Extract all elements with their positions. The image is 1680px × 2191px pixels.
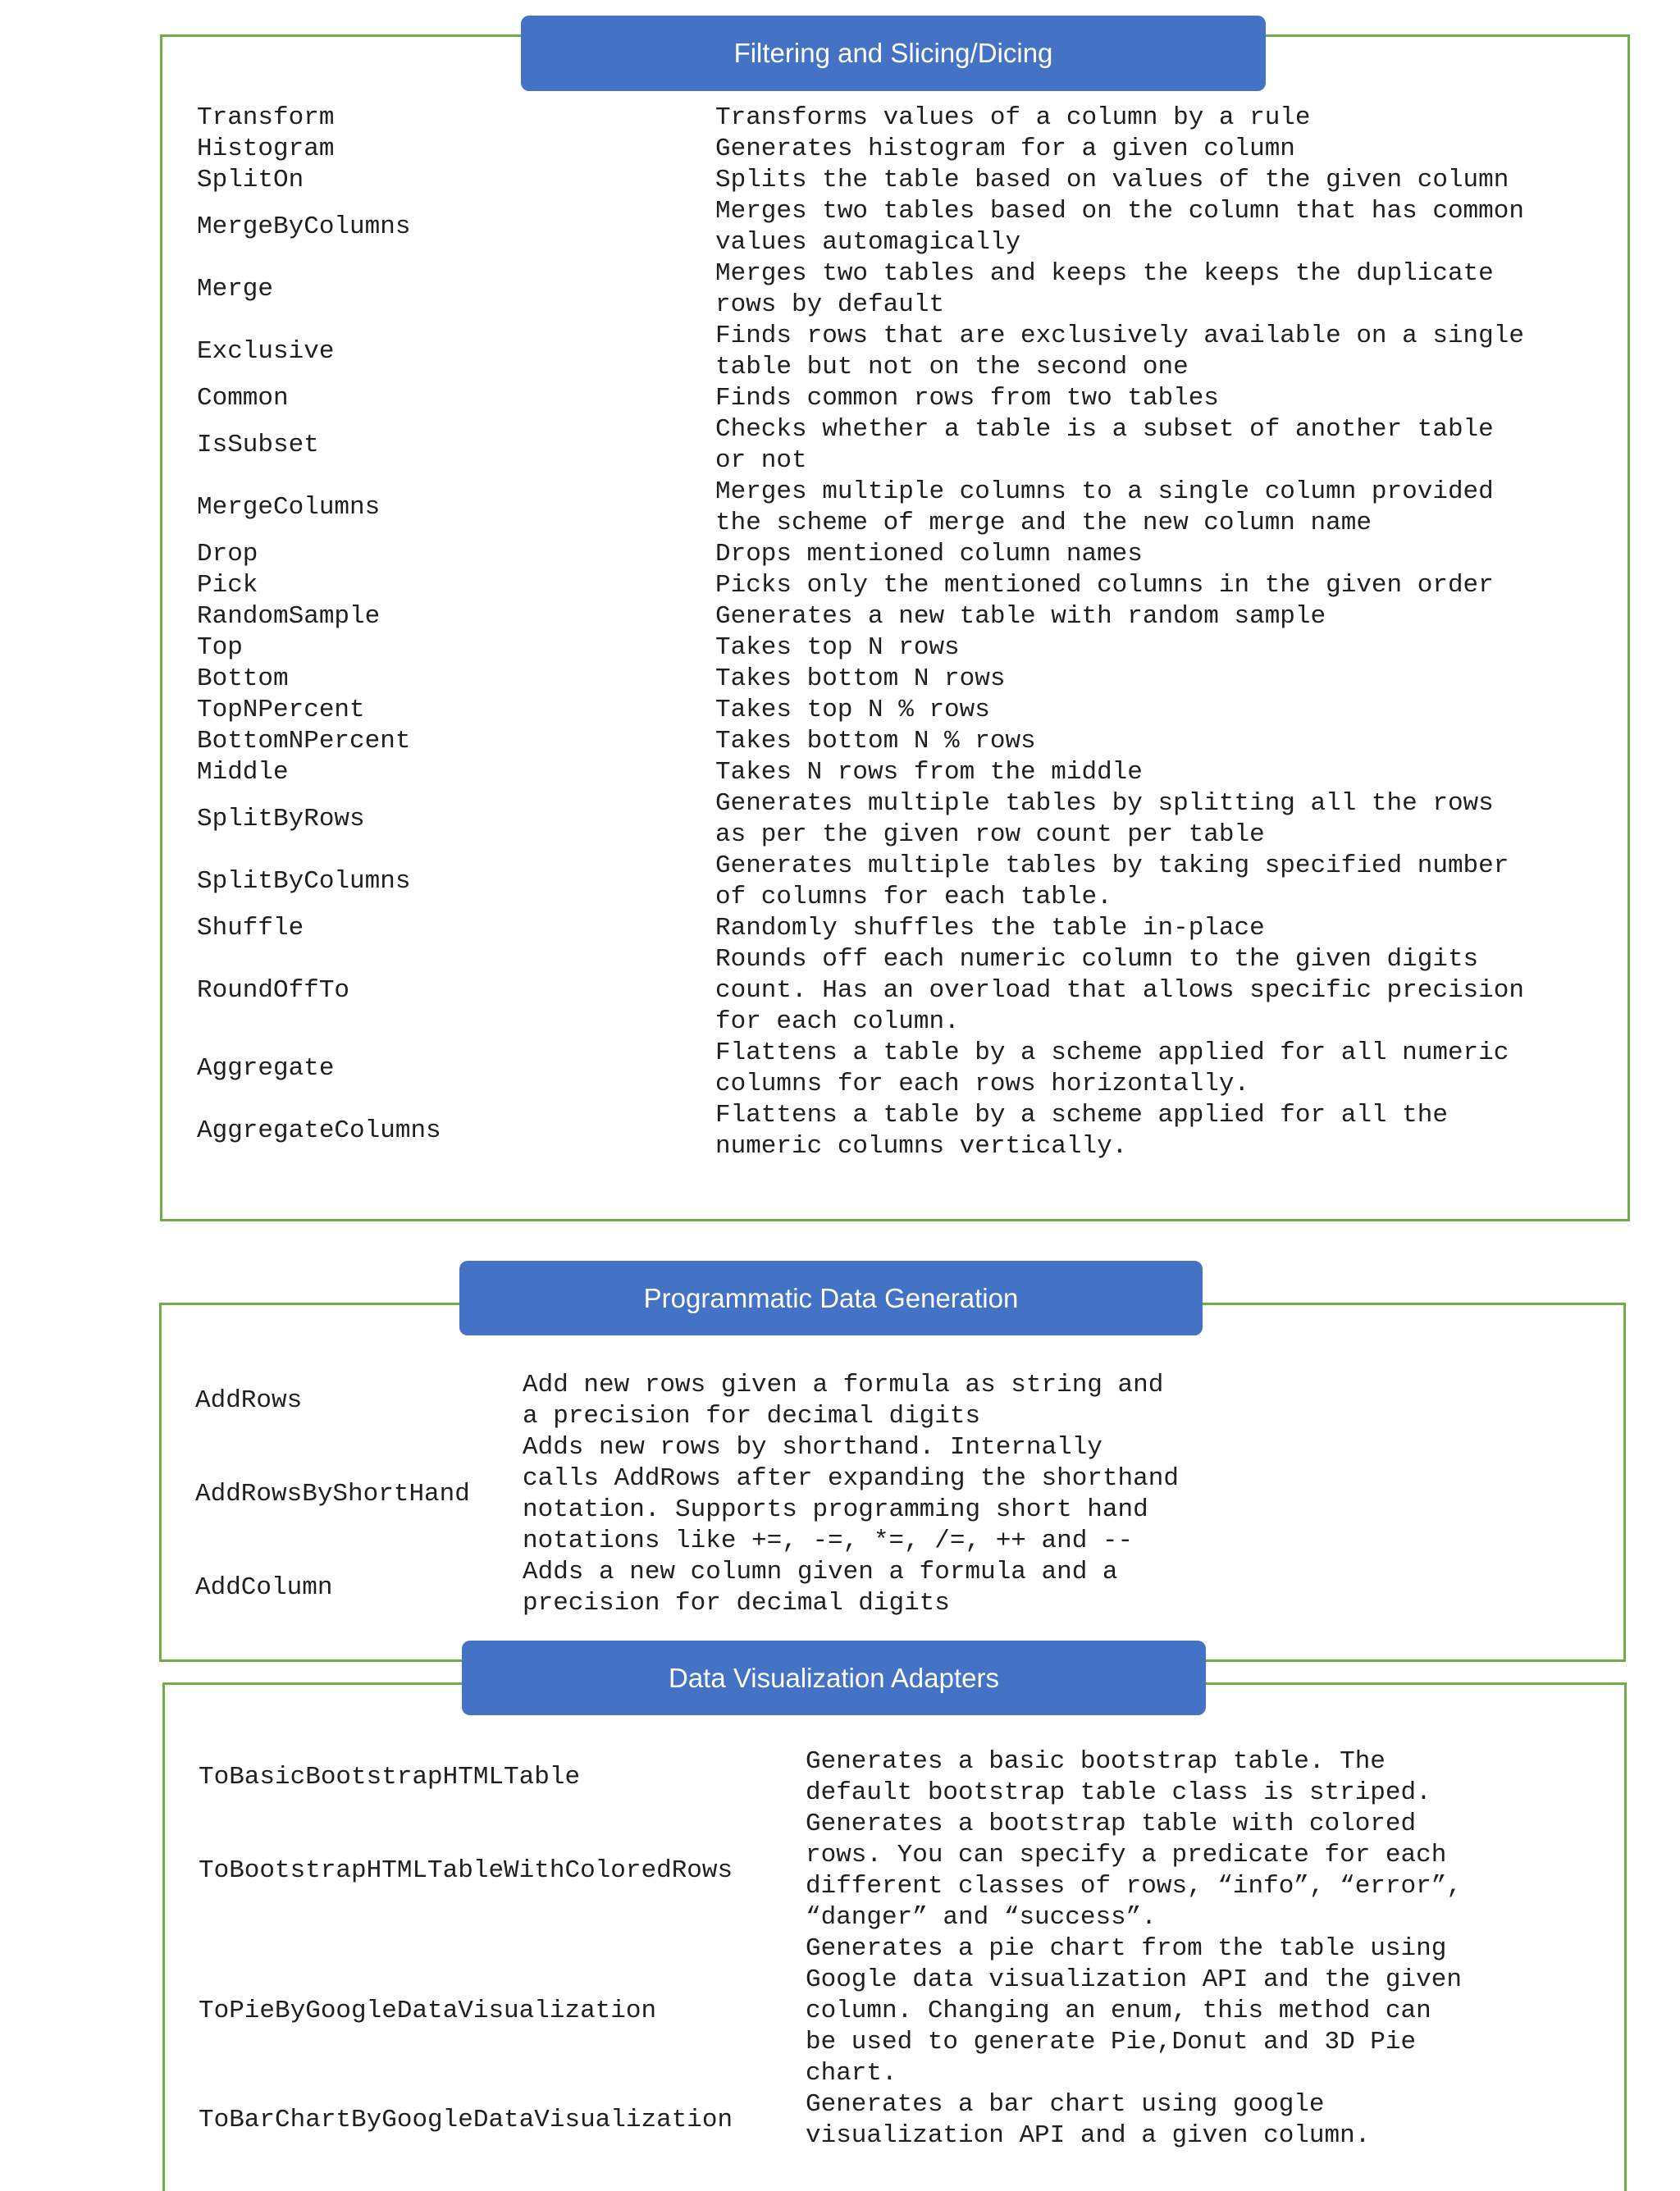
method-name: BottomNPercent [197, 727, 411, 755]
method-description: Transforms values of a column by a rule [715, 103, 1311, 132]
method-row [197, 414, 1608, 477]
method-row [197, 539, 1608, 570]
method-row [197, 601, 1608, 632]
method-description: Adds a new column given a formula and a precision for decimal digits [523, 1558, 1118, 1618]
method-description: Randomly shuffles the table in-place [715, 914, 1265, 943]
method-row [197, 632, 1608, 664]
method-name: IsSubset [197, 431, 319, 459]
method-description: Merges two tables based on the column that has common values automagically [715, 197, 1524, 257]
method-name: AddRowsByShortHand [195, 1480, 470, 1509]
method-row [199, 1809, 1609, 1933]
method-description: Generates a pie chart from the table using Google data visualization API and the given column. Changing an enum, this method can be used to generate Pie,Donut and 3D Pie chart. [806, 1934, 1462, 2088]
filtering-section-title: Filtering and Slicing/Dicing [521, 16, 1266, 91]
method-row [195, 1370, 1393, 1432]
method-row [195, 1557, 1393, 1619]
method-row [197, 695, 1608, 726]
method-row [197, 1038, 1608, 1100]
method-row [197, 321, 1608, 383]
method-row [197, 664, 1608, 695]
method-name: ToPieByGoogleDataVisualization [199, 1997, 657, 2025]
method-row [197, 913, 1608, 944]
method-description: Flattens a table by a scheme applied for all numeric columns for each rows horizontally. [715, 1038, 1509, 1098]
method-name: Shuffle [197, 914, 304, 943]
method-name: TopNPercent [197, 696, 365, 724]
method-name: Bottom [197, 664, 289, 693]
method-name: SplitByRows [197, 805, 365, 833]
method-name: ToBasicBootstrapHTMLTable [199, 1763, 581, 1792]
method-name: RoundOffTo [197, 976, 350, 1005]
generation-section-title: Programmatic Data Generation [459, 1261, 1203, 1335]
method-row [197, 944, 1608, 1038]
generation-list [195, 1370, 1393, 1619]
method-name: Drop [197, 540, 258, 568]
method-description: Flattens a table by a scheme applied for all the numeric columns vertically. [715, 1101, 1448, 1161]
method-description: Generates a new table with random sample [715, 602, 1326, 631]
method-row [197, 383, 1608, 414]
method-row [197, 757, 1608, 788]
method-description: Generates multiple tables by splitting all the rows as per the given row count per table [715, 789, 1494, 849]
method-description: Generates a basic bootstrap table. The default bootstrap table class is striped. [806, 1747, 1431, 1807]
method-row [197, 165, 1608, 196]
method-description: Rounds off each numeric column to the given digits count. Has an overload that allows specific precision for each column. [715, 945, 1524, 1036]
method-row [197, 1100, 1608, 1162]
method-name: Histogram [197, 135, 335, 163]
method-description: Takes top N % rows [715, 696, 990, 724]
method-description: Add new rows given a formula as string and a precision for decimal digits [523, 1371, 1164, 1431]
method-name: Merge [197, 275, 274, 304]
method-description: Finds rows that are exclusively available on a single table but not on the second one [715, 322, 1524, 381]
method-row [199, 2089, 1609, 2152]
method-description: Takes top N rows [715, 633, 960, 662]
method-name: MergeByColumns [197, 212, 411, 241]
method-row [197, 570, 1608, 601]
method-description: Picks only the mentioned columns in the given order [715, 571, 1494, 600]
method-row [197, 477, 1608, 539]
method-name: MergeColumns [197, 493, 381, 522]
method-name: SplitByColumns [197, 867, 411, 896]
method-description: Splits the table based on values of the given column [715, 166, 1509, 194]
method-description: Checks whether a table is a subset of another table or not [715, 415, 1494, 475]
method-name: Common [197, 384, 289, 413]
method-name: RandomSample [197, 602, 381, 631]
method-row [197, 196, 1608, 258]
method-name: Middle [197, 758, 289, 787]
method-row [197, 134, 1608, 165]
method-name: AddColumn [195, 1573, 333, 1602]
method-name: Pick [197, 571, 258, 600]
method-row [195, 1432, 1393, 1557]
method-row [197, 726, 1608, 757]
method-name: Exclusive [197, 337, 335, 366]
method-name: AggregateColumns [197, 1116, 441, 1145]
method-name: ToBootstrapHTMLTableWithColoredRows [199, 1856, 733, 1885]
method-name: ToBarChartByGoogleDataVisualization [199, 2106, 733, 2134]
visualization-list [199, 1746, 1609, 2152]
method-description: Generates histogram for a given column [715, 135, 1295, 163]
method-name: Top [197, 633, 243, 662]
method-description: Generates multiple tables by taking specified number of columns for each table. [715, 851, 1509, 911]
method-description: Finds common rows from two tables [715, 384, 1219, 413]
method-name: AddRows [195, 1386, 303, 1415]
visualization-section-title: Data Visualization Adapters [462, 1641, 1206, 1715]
method-row [199, 1933, 1609, 2089]
method-description: Drops mentioned column names [715, 540, 1143, 568]
filtering-list [197, 103, 1608, 1162]
method-row [197, 788, 1608, 851]
method-row [197, 258, 1608, 321]
method-description: Takes N rows from the middle [715, 758, 1143, 787]
method-name: SplitOn [197, 166, 304, 194]
method-description: Takes bottom N rows [715, 664, 1006, 693]
method-description: Merges multiple columns to a single column provided the scheme of merge and the new column name [715, 477, 1494, 537]
method-description: Generates a bootstrap table with colored rows. You can specify a predicate for each different classes of rows, “info”, “error”, “danger” and “success”. [806, 1810, 1462, 1932]
method-description: Merges two tables and keeps the keeps the duplicate rows by default [715, 259, 1494, 319]
method-row [197, 103, 1608, 134]
method-description: Adds new rows by shorthand. Internally calls AddRows after expanding the shorthand notation. Supports programming short hand notations like +=, -=, *=, /=, ++ and -- [523, 1433, 1179, 1555]
method-name: Aggregate [197, 1054, 335, 1083]
method-row [197, 851, 1608, 913]
method-description: Takes bottom N % rows [715, 727, 1036, 755]
method-row [199, 1746, 1609, 1809]
method-description: Generates a bar chart using google visualization API and a given column. [806, 2090, 1371, 2150]
method-name: Transform [197, 103, 335, 132]
